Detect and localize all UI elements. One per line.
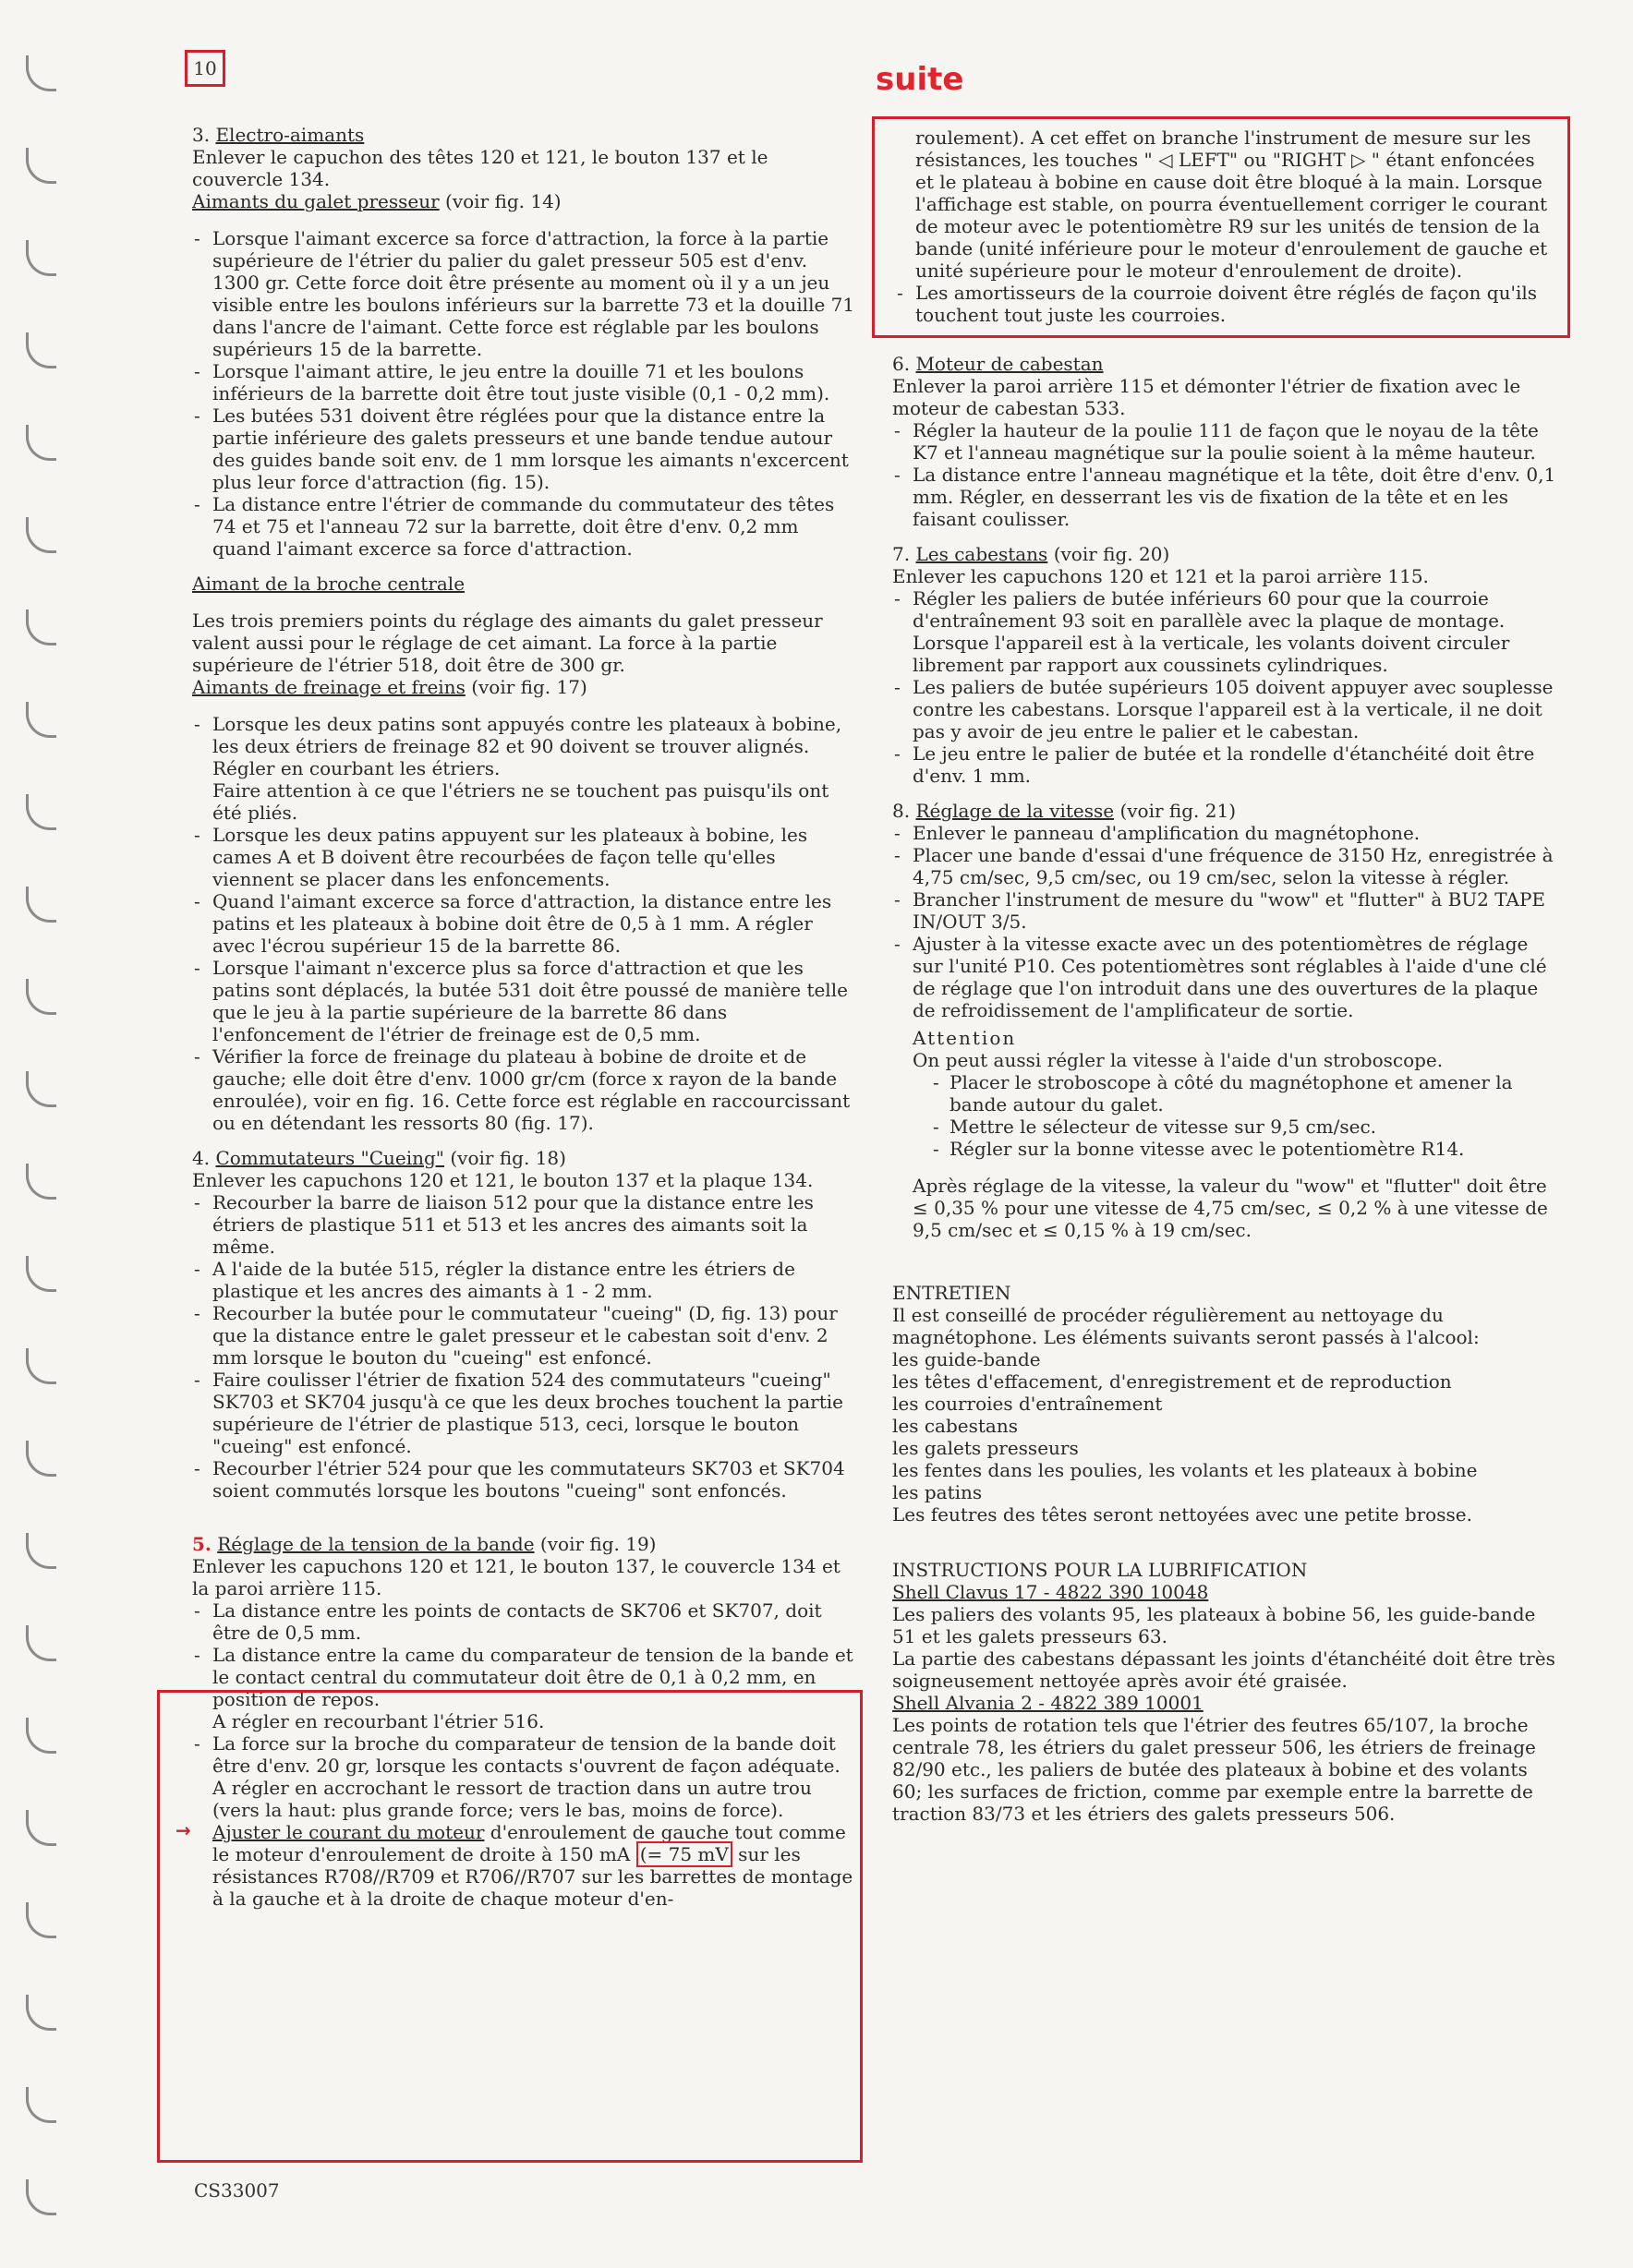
list-item: - Les amortisseurs de la courroie doivent être réglés de façon qu'ils touchent tout juste les courroies. [895, 282, 1558, 326]
section-7-list [892, 587, 1557, 787]
attention-list [913, 1071, 1557, 1160]
binder-hole [26, 1718, 56, 1754]
list-item: - A l'aide de la butée 515, régler la distance entre les étriers de plastique et les ancres des aimants à 1 - 2 mm. [192, 1258, 857, 1302]
entretien-list [892, 1348, 1557, 1503]
list-item: les guide-bande [892, 1348, 1041, 1370]
section-7-heading [892, 543, 1557, 565]
attention-text: On peut aussi régler la vitesse à l'aide d'un stroboscope. [913, 1049, 1444, 1071]
text-run: sur les résistances R708//R709 et R706//R707 sur les barrettes de montage à la gauche et à la droite de chaque moteur d'en- [212, 1843, 853, 1910]
highlight-text: Ajuster le courant du moteur [212, 1821, 485, 1843]
list-item: - Placer le stroboscope à côté du magnétophone et amener la bande autour du galet. [931, 1071, 1557, 1116]
figure-ref: (voir fig. 21) [1119, 800, 1237, 822]
section-title: Les cabestans [915, 543, 1048, 565]
galet-heading [192, 190, 857, 212]
list-item: - La distance entre l'étrier de commande du commutateur des têtes 74 et 75 et l'anneau 72 sur la barrette, doit être d'env. 0,2 mm quand l'aimant excerce sa force d'attraction. [192, 493, 857, 560]
section-3-intro: Enlever le capuchon des têtes 120 et 121, le bouton 137 et le couvercle 134. [192, 146, 768, 190]
list-item: - Lorsque l'aimant n'excerce plus sa force d'attraction et que les patins sont déplacés, la butée 531 doit être poussé de manière telle que le jeu à la partie supérieure de la barrette 86 dans l'enfoncement de l'étrier de freinage est de 0,5 mm. [192, 957, 857, 1045]
section-5-heading [192, 1533, 857, 1555]
list-item: - Régler les paliers de butée inférieurs 60 pour que la courroie d'entraînement 93 soit en parallèle avec la plaque de montage. Lorsque l'appareil est à la verticale, les volants doivent circuler librement par rapport aux coussinets cylindriques. [892, 587, 1557, 676]
list-item: - Placer une bande d'essai d'une fréquence de 3150 Hz, enregistrée à 4,75 cm/sec, 9,5 cm/sec, ou 19 cm/sec, selon la vitesse à régler. [892, 844, 1557, 888]
section-4-intro: Enlever les capuchons 120 et 121, le bouton 137 et la plaque 134. [192, 1169, 814, 1191]
section-number: 7. [892, 543, 911, 565]
footer-code: CS33007 [194, 2179, 280, 2202]
entretien-last: Les feutres des têtes seront nettoyées avec une petite brosse. [892, 1503, 1472, 1526]
entretien-heading: ENTRETIEN [892, 1282, 1011, 1304]
list-item: - La distance entre les points de contacts de SK706 et SK707, doit être de 0,5 mm. [192, 1599, 857, 1644]
list-item: - Les paliers de butée supérieurs 105 doivent appuyer avec souplesse contre les cabestans. Lorsque l'appareil est à la verticale, il ne doit pas y avoir de jeu entre le palier et le cabestan. [892, 676, 1557, 742]
list-item: - Faire coulisser l'étrier de fixation 524 des commutateurs "cueing" SK703 et SK704 jusqu'à ce que les deux broches touchent la partie supérieure de l'étrier de plastique 513, ceci, lorsque le bouton "cueing" est enfoncé. [192, 1369, 857, 1457]
left-column [175, 124, 857, 1910]
galet-list [192, 227, 857, 560]
list-item: - Recourber la barre de liaison 512 pour que la distance entre les étriers de plastique 511 et 513 et les ancres des aimants soit la même. [192, 1191, 857, 1258]
list-item-text: La force sur la broche du comparateur de tension de la bande doit être d'env. 20 gr, lorsque les contacts s'ouvrent de façon adéquate. [212, 1732, 841, 1777]
binder-hole [26, 794, 56, 830]
figure-ref: (voir fig. 20) [1053, 543, 1170, 565]
section-3-heading [192, 124, 857, 146]
list-item: - Le jeu entre le palier de butée et la rondelle d'étanchéité doit être d'env. 1 mm. [892, 742, 1557, 787]
list-item-note: Faire attention à ce que l'étriers ne se touchent pas puisqu'ils ont été pliés. [212, 779, 829, 824]
figure-ref: (voir fig. 14) [445, 190, 562, 212]
binder-hole [26, 1441, 56, 1477]
binder-hole [26, 2179, 56, 2215]
list-item: - Lorsque l'aimant attire, le jeu entre la douille 71 et les boulons inférieurs de la barrette doit être tout juste visible (0,1 - 0,2 mm). [192, 360, 857, 404]
section-title: Commutateurs "Cueing" [215, 1147, 445, 1169]
figure-ref: (voir fig. 17) [471, 676, 587, 698]
lubrification-heading: INSTRUCTIONS POUR LA LUBRIFICATION [892, 1559, 1308, 1581]
text-run: d'enroulement de gauche tout comme le moteur d'enroulement de droite à 150 mA [212, 1821, 846, 1865]
suite-label: suite [876, 61, 964, 98]
section-6-list [892, 419, 1557, 530]
list-item: - Régler sur la bonne vitesse avec le potentiomètre R14. [931, 1138, 1557, 1160]
continuation-highlight-box [872, 116, 1570, 338]
list-item [192, 1732, 857, 1821]
value-highlight-box: (= 75 mV [636, 1841, 732, 1867]
section-number: 3. [192, 124, 211, 146]
binder-hole [26, 1995, 56, 2031]
section-number: 5. [192, 1533, 212, 1555]
list-item [192, 1644, 857, 1732]
list-item: les fentes dans les poulies, les volants et les plateaux à bobine [892, 1459, 1478, 1481]
binder-hole [26, 148, 56, 184]
frein-heading [192, 676, 857, 698]
section-title: Moteur de cabestan [915, 353, 1104, 375]
section-title: Réglage de la vitesse [915, 800, 1115, 822]
section-number: 4. [192, 1147, 211, 1169]
attention-label: Attention [913, 1027, 1017, 1049]
list-item: - Enlever le panneau d'amplification du magnétophone. [892, 822, 1557, 844]
attention-block [892, 1027, 1557, 1241]
subsection-title: Aimant de la broche centrale [192, 573, 466, 595]
list-item: les cabestans [892, 1415, 1018, 1437]
frein-list [192, 713, 857, 1134]
section-5-intro: Enlever les capuchons 120 et 121, le bouton 137, le couvercle 134 et la paroi arrière 115. [192, 1555, 841, 1599]
section-title: Réglage de la tension de la bande [217, 1533, 535, 1555]
binder-hole [26, 609, 56, 645]
binder-hole [26, 887, 56, 923]
figure-ref: (voir fig. 18) [450, 1147, 566, 1169]
section-number: 8. [892, 800, 911, 822]
shell-clavus-text: Les paliers des volants 95, les plateaux à bobine 56, les guide-bande 51 et les galets presseurs 63. [892, 1603, 1536, 1647]
list-item-note: A régler en recourbant l'étrier 516. [212, 1710, 545, 1732]
binder-hole [26, 1071, 56, 1107]
list-item: - Lorsque l'aimant excerce sa force d'attraction, la force à la partie supérieure de l'étrier du palier du galet presseur 505 est d'env. 1300 gr. Cette force doit être présente au moment où il y a un jeu visible entre les boulons inférieurs sur la barrette 73 et la douille 71 dans l'ancre de l'aimant. Cette force est réglable par les boulons supérieurs 15 de la barrette. [192, 227, 857, 360]
shell-alvania-title: Shell Alvania 2 - 4822 389 10001 [892, 1692, 1204, 1714]
right-column [892, 124, 1557, 1825]
list-item: les galets presseurs [892, 1437, 1079, 1459]
list-item: - Mettre le sélecteur de vitesse sur 9,5 cm/sec. [931, 1116, 1557, 1138]
binder-holes [26, 37, 63, 2253]
shell-clavus-title: Shell Clavus 17 - 4822 390 10048 [892, 1581, 1209, 1603]
list-item [192, 713, 857, 824]
continuation-text: roulement). A cet effet on branche l'instrument de mesure sur les résistances, les touches " ◁ LEFT" ou "RIGHT ▷ " étant enfoncées et le plateau à bobine en cause doit être bloqué à la main. Lorsque l'affichage est stable, on pourra éventuellement corriger le courant de moteur avec le potentiomètre R9 sur les unités de tension de la bande (unité inférieure pour le moteur d'enroulement de gauche et unité supérieure pour le moteur d'enroulement de droite). [915, 127, 1548, 282]
list-item: - Régler la hauteur de la poulie 111 de façon que le noyau de la tête K7 et l'anneau magnétique sur la poulie soient à la même hauteur. [892, 419, 1557, 464]
subsection-title: Aimants du galet presseur [192, 190, 440, 212]
broche-text: Les trois premiers points du réglage des aimants du galet presseur valent aussi pour le réglage de cet aimant. La force à la partie supérieure de l'étrier 518, doit être de 300 gr. [192, 609, 823, 676]
list-item: - Recourber la butée pour le commutateur "cueing" (D, fig. 13) pour que la distance entre le galet presseur et le cabestan soit d'env. 2 mm lorsque le bouton du "cueing" est enfoncé. [192, 1302, 857, 1369]
section-4-list [192, 1191, 857, 1502]
list-item: - Ajuster à la vitesse exacte avec un des potentiomètres de réglage sur l'unité P10. Ces potentiomètres sont réglables à l'aide d'une clé de réglage que l'on introduit dans une des ouvertures de la plaque de refroidissement de l'amplificateur de sortie. [892, 933, 1557, 1021]
binder-hole [26, 1533, 56, 1569]
list-item: - Brancher l'instrument de mesure du "wow" et "flutter" à BU2 TAPE IN/OUT 3/5. [892, 888, 1557, 933]
section-4-heading [192, 1147, 857, 1169]
section-number: 6. [892, 353, 911, 375]
shell-clavus-text-2: La partie des cabestans dépassant les joints d'étanchéité doit être très soigneusement nettoyée après avoir été graisée. [892, 1647, 1555, 1692]
section-6-heading [892, 353, 1557, 375]
figure-ref: (voir fig. 19) [539, 1533, 657, 1555]
list-item-text: Lorsque les deux patins sont appuyés contre les plateaux à bobine, les deux étriers de freinage 82 et 90 doivent se trouver alignés. Régler en courbant les étriers. [212, 713, 842, 779]
binder-hole [26, 1256, 56, 1292]
list-item: les courroies d'entraînement [892, 1393, 1163, 1415]
list-item: - Les butées 531 doivent être réglées pour que la distance entre la partie inférieure des galets presseurs et une bande tendue autour des guides bande soit env. de 1 mm lorsque les aimants n'excercent plus leur force d'attraction (fig. 15). [192, 404, 857, 493]
list-item: - Recourber l'étrier 524 pour que les commutateurs SK703 et SK704 soient commutés lorsque les boutons "cueing" sont enfoncés. [192, 1457, 857, 1502]
list-item-text: La distance entre la came du comparateur de tension de la bande et le contact central du commutateur doit être de 0,1 à 0,2 mm, en position de repos. [212, 1644, 853, 1710]
binder-hole [26, 2087, 56, 2123]
section-8-list [892, 822, 1557, 1021]
binder-hole [26, 1348, 56, 1384]
binder-hole [26, 979, 56, 1015]
list-item: les têtes d'effacement, d'enregistrement et de reproduction [892, 1370, 1452, 1393]
broche-heading [192, 573, 857, 595]
binder-hole [26, 1164, 56, 1200]
binder-hole [26, 425, 56, 461]
binder-hole [26, 240, 56, 276]
binder-hole [26, 1902, 56, 1938]
list-item: les patins [892, 1481, 983, 1503]
shell-alvania-text: Les points de rotation tels que l'étrier des feutres 65/107, la broche centrale 78, les étriers du galet presseur 506, les étriers de freinage 82/90 etc., les paliers de butée des plateaux à bobine et des volants 60; les surfaces de friction, comme par exemple entre la barrette de traction 83/73 et les étriers des galets presseurs 506. [892, 1714, 1536, 1825]
section-5-motor-current [175, 1819, 857, 1910]
section-5-list [192, 1599, 857, 1821]
list-item: - Vérifier la force de freinage du plateau à bobine de droite et de gauche; elle doit être d'env. 1000 gr/cm (force x rayon de la bande enroulée), voir en fig. 16. Cette force est réglable en raccourcissant ou en détendant les ressorts 80 (fig. 17). [192, 1045, 857, 1134]
list-item: - Lorsque les deux patins appuyent sur les plateaux à bobine, les cames A et B doivent être recourbées de façon telle qu'elles viennent se placer dans les enfoncements. [192, 824, 857, 890]
page-number: 10 [185, 50, 225, 87]
after-adjustment-text: Après réglage de la vitesse, la valeur du "wow" et "flutter" doit être ≤ 0,35 % pour une vitesse de 4,75 cm/sec, ≤ 0,2 % à une vitesse de 9,5 cm/sec et ≤ 0,15 % à 19 cm/sec. [913, 1175, 1548, 1241]
section-title: Electro-aimants [215, 124, 365, 146]
entretien-text: Il est conseillé de procéder régulièrement au nettoyage du magnétophone. Les éléments suivants seront passés à l'alcool: [892, 1304, 1480, 1348]
arrow-right-icon: → [175, 1819, 191, 1841]
binder-hole [26, 1810, 56, 1846]
continuation-list [895, 282, 1558, 326]
list-item: - La distance entre l'anneau magnétique et la tête, doit être d'env. 0,1 mm. Régler, en desserrant les vis de fixation de la tête et en les faisant coulisser. [892, 464, 1557, 530]
section-7-intro: Enlever les capuchons 120 et 121 et la paroi arrière 115. [892, 565, 1429, 587]
list-item-note: A régler en accrochant le ressort de traction dans un autre trou (vers la haut: plus grande force; vers le bas, moins de force). [212, 1777, 812, 1821]
binder-hole [26, 55, 56, 91]
section-6-intro: Enlever la paroi arrière 115 et démonter l'étrier de fixation avec le moteur de cabestan 533. [892, 375, 1521, 419]
section-8-heading [892, 800, 1557, 822]
binder-hole [26, 332, 56, 368]
binder-hole [26, 702, 56, 738]
subsection-title: Aimants de freinage et freins [192, 676, 466, 698]
list-item: - Quand l'aimant excerce sa force d'attraction, la distance entre les patins et les plateaux à bobine doit être de 0,5 à 1 mm. A régler avec l'écrou supérieur 15 de la barrette 86. [192, 890, 857, 957]
binder-hole [26, 1625, 56, 1661]
binder-hole [26, 517, 56, 553]
